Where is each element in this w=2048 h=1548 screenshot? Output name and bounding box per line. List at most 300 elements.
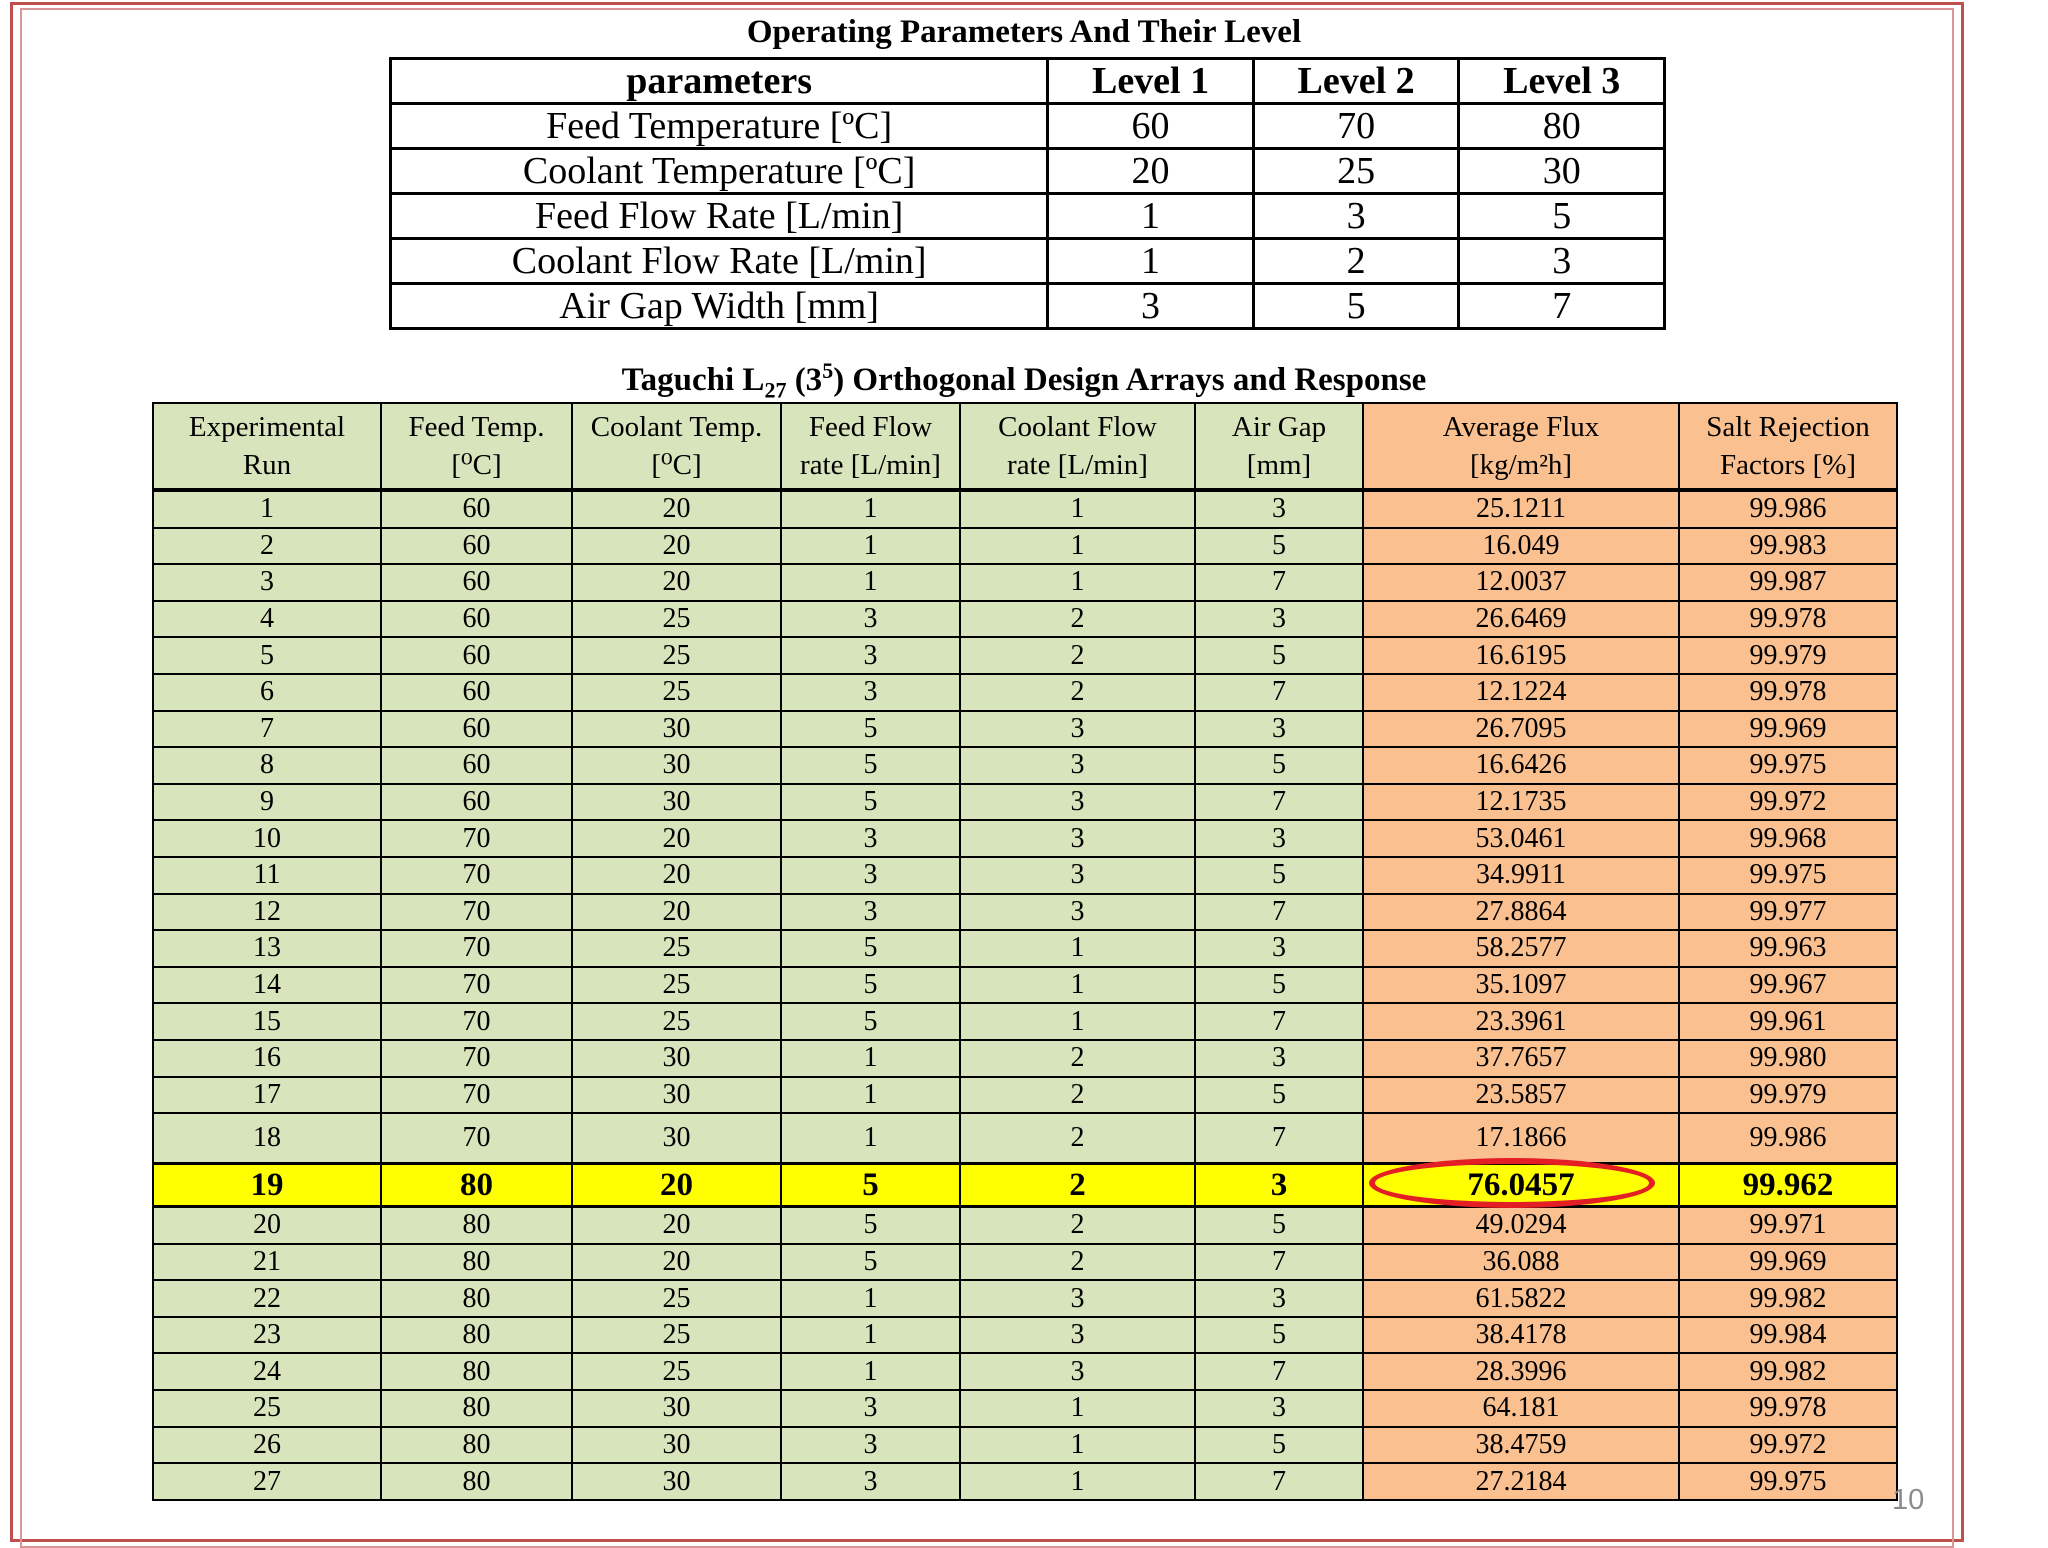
level-value-cell: 80 [1459, 104, 1665, 149]
table-cell: 99.987 [1679, 564, 1897, 601]
table-cell: 5 [781, 1207, 960, 1244]
parameter-name-cell: Coolant Flow Rate [L/min] [391, 239, 1048, 284]
table-cell: 99.961 [1679, 1003, 1897, 1040]
table-cell: 3 [1195, 930, 1363, 967]
table-cell: 1 [960, 967, 1195, 1004]
table-cell: 15 [153, 1003, 381, 1040]
table-cell: 3 [781, 857, 960, 894]
table-cell [1363, 1164, 1679, 1207]
table-row [153, 1427, 1897, 1464]
table-cell: 1 [781, 1077, 960, 1114]
level-value-cell: 30 [1459, 149, 1665, 194]
table-cell: 99.980 [1679, 1040, 1897, 1077]
table-row [153, 637, 1897, 674]
parameters-header-row [391, 59, 1665, 104]
header-air-gap [1195, 403, 1363, 490]
table-cell: 99.975 [1679, 1463, 1897, 1500]
table-cell: 60 [381, 637, 572, 674]
table-cell: 60 [381, 528, 572, 565]
table-cell: 26.7095 [1363, 711, 1679, 748]
table-cell: 13 [153, 930, 381, 967]
table-cell: 80 [381, 1463, 572, 1500]
table-cell: 10 [153, 820, 381, 857]
table-cell: 30 [572, 1077, 781, 1114]
table-cell: 1 [781, 564, 960, 601]
table-cell: 16.6195 [1363, 637, 1679, 674]
table-cell: 7 [1195, 894, 1363, 931]
table-cell: 1 [153, 490, 381, 528]
table-cell: 5 [781, 711, 960, 748]
title-part: ) Orthogonal Design Arrays and Response [833, 362, 1427, 398]
table-cell: 58.2577 [1363, 930, 1679, 967]
table-cell: 25 [572, 674, 781, 711]
table-cell: 16.049 [1363, 528, 1679, 565]
table-cell: 1 [960, 564, 1195, 601]
table-cell: 2 [153, 528, 381, 565]
header-line: Factors [%] [1719, 449, 1857, 481]
table-cell: 16 [153, 1040, 381, 1077]
title-superscript: 5 [822, 358, 834, 383]
table-cell: 25 [572, 930, 781, 967]
table-cell: 12.0037 [1363, 564, 1679, 601]
header-feed-temp [381, 403, 572, 490]
header-line: rate [L/min] [1007, 449, 1148, 481]
table-cell: 99.975 [1679, 747, 1897, 784]
table-cell: 5 [1195, 747, 1363, 784]
table-cell: 1 [960, 1390, 1195, 1427]
table-row [153, 1280, 1897, 1317]
header-line: rate [L/min] [800, 449, 941, 481]
table-cell: 25 [153, 1390, 381, 1427]
table-cell: 25.1211 [1363, 490, 1679, 528]
table-row [153, 784, 1897, 821]
table-cell: 70 [381, 1077, 572, 1114]
header-line: Air Gap [1231, 411, 1327, 443]
table-cell: 7 [1195, 1244, 1363, 1281]
title-part: Taguchi L [621, 362, 765, 398]
table-cell: 20 [572, 490, 781, 528]
table-cell: 5 [1195, 1077, 1363, 1114]
table-cell: 99.982 [1679, 1280, 1897, 1317]
table-cell: 70 [381, 1040, 572, 1077]
table-cell: 22 [153, 1280, 381, 1317]
table-cell: 3 [960, 784, 1195, 821]
header-level-3: Level 3 [1459, 59, 1665, 104]
table-cell: 1 [781, 1317, 960, 1354]
table-cell: 25 [572, 967, 781, 1004]
table-cell: 80 [381, 1207, 572, 1244]
table-cell: 26.6469 [1363, 601, 1679, 638]
level-value-cell: 3 [1459, 239, 1665, 284]
table-cell: 12.1735 [1363, 784, 1679, 821]
header-coolant-flow-rate [960, 403, 1195, 490]
table-cell: 38.4759 [1363, 1427, 1679, 1464]
table-cell: 99.978 [1679, 1390, 1897, 1427]
level-value-cell: 60 [1048, 104, 1254, 149]
table-cell: 5 [781, 784, 960, 821]
table-cell: 25 [572, 1280, 781, 1317]
table-cell: 30 [572, 1113, 781, 1164]
table-cell: 99.967 [1679, 967, 1897, 1004]
table-cell: 70 [381, 930, 572, 967]
table-cell: 2 [960, 1040, 1195, 1077]
table-cell: 20 [572, 857, 781, 894]
table-row [153, 1244, 1897, 1281]
table-cell: 70 [381, 1113, 572, 1164]
table-row [153, 930, 1897, 967]
header-line: Coolant Flow [998, 411, 1157, 443]
table-cell: 99.972 [1679, 1427, 1897, 1464]
table-cell: 3 [960, 747, 1195, 784]
table-row [153, 1390, 1897, 1427]
table-cell: 60 [381, 490, 572, 528]
table-cell: 80 [381, 1427, 572, 1464]
parameter-name-cell: Feed Temperature [ºC] [391, 104, 1048, 149]
table-cell: 5 [781, 1003, 960, 1040]
table-cell: 5 [781, 747, 960, 784]
table-cell: 25 [572, 637, 781, 674]
table-cell: 12.1224 [1363, 674, 1679, 711]
table-row [153, 1463, 1897, 1500]
table-row [153, 1003, 1897, 1040]
level-value-cell: 1 [1048, 239, 1254, 284]
header-feed-flow-rate [781, 403, 960, 490]
table-cell: 2 [960, 1164, 1195, 1207]
table-cell: 1 [960, 930, 1195, 967]
table-cell: 34.9911 [1363, 857, 1679, 894]
table-cell: 3 [781, 1427, 960, 1464]
table-cell: 16.6426 [1363, 747, 1679, 784]
table-row [153, 711, 1897, 748]
table-cell: 2 [960, 1244, 1195, 1281]
table-row [153, 967, 1897, 1004]
table-cell: 7 [153, 711, 381, 748]
table-row [153, 564, 1897, 601]
table-cell: 70 [381, 894, 572, 931]
table-cell: 3 [1195, 1040, 1363, 1077]
table-cell: 99.962 [1679, 1164, 1897, 1207]
table-cell: 30 [572, 711, 781, 748]
header-line: [mm] [1246, 449, 1312, 481]
table-cell: 80 [381, 1280, 572, 1317]
table-cell: 30 [572, 1427, 781, 1464]
table-cell: 1 [960, 1463, 1195, 1500]
table-cell: 25 [572, 1353, 781, 1390]
header-line: Run [242, 449, 292, 481]
table-cell: 21 [153, 1244, 381, 1281]
table-cell: 5 [781, 930, 960, 967]
table-cell: 99.975 [1679, 857, 1897, 894]
table-cell: 18 [153, 1113, 381, 1164]
table-row [153, 1317, 1897, 1354]
table-row [153, 1077, 1897, 1114]
table-cell: 3 [1195, 820, 1363, 857]
table-cell: 5 [781, 967, 960, 1004]
table-cell: 99.977 [1679, 894, 1897, 931]
table-cell: 5 [1195, 967, 1363, 1004]
table-row [153, 601, 1897, 638]
parameters-row [391, 104, 1665, 149]
table-cell: 5 [1195, 1317, 1363, 1354]
table-cell: 99.986 [1679, 1113, 1897, 1164]
parameters-table [389, 57, 1666, 330]
table-cell: 3 [781, 1463, 960, 1500]
table-cell: 5 [1195, 857, 1363, 894]
table-cell: 99.982 [1679, 1353, 1897, 1390]
table-cell: 60 [381, 564, 572, 601]
table-cell: 20 [572, 528, 781, 565]
table-cell: 70 [381, 1003, 572, 1040]
level-value-cell: 70 [1253, 104, 1459, 149]
table-cell: 99.969 [1679, 711, 1897, 748]
table-cell: 19 [153, 1164, 381, 1207]
table-cell: 9 [153, 784, 381, 821]
table-cell: 28.3996 [1363, 1353, 1679, 1390]
table-cell: 5 [1195, 1207, 1363, 1244]
table-cell: 38.4178 [1363, 1317, 1679, 1354]
table-cell: 14 [153, 967, 381, 1004]
table-cell: 7 [1195, 1353, 1363, 1390]
table-cell: 3 [1195, 711, 1363, 748]
level-value-cell: 20 [1048, 149, 1254, 194]
table-cell: 23.3961 [1363, 1003, 1679, 1040]
table-cell: 7 [1195, 564, 1363, 601]
header-line: Salt Rejection [1706, 411, 1870, 443]
table-cell: 3 [781, 820, 960, 857]
table-cell: 70 [381, 857, 572, 894]
table-cell: 3 [1195, 1390, 1363, 1427]
table-cell: 20 [572, 894, 781, 931]
table-cell: 80 [381, 1317, 572, 1354]
table-cell: 30 [572, 747, 781, 784]
table-cell: 30 [572, 1463, 781, 1500]
table-cell: 80 [381, 1353, 572, 1390]
table-cell: 3 [1195, 601, 1363, 638]
table-cell: 27 [153, 1463, 381, 1500]
table-cell: 3 [781, 894, 960, 931]
table-cell: 1 [781, 1280, 960, 1317]
header-level-1: Level 1 [1048, 59, 1254, 104]
table-cell: 1 [960, 528, 1195, 565]
table-row [153, 1207, 1897, 1244]
table-cell: 7 [1195, 1113, 1363, 1164]
table-cell: 3 [1195, 490, 1363, 528]
table-cell: 99.978 [1679, 674, 1897, 711]
level-value-cell: 7 [1459, 284, 1665, 329]
table-cell: 3 [960, 1353, 1195, 1390]
table-cell: 64.181 [1363, 1390, 1679, 1427]
table-cell: 30 [572, 784, 781, 821]
header-salt-rejection [1679, 403, 1897, 490]
table-row [153, 490, 1897, 528]
level-value-cell: 2 [1253, 239, 1459, 284]
table-cell: 20 [572, 1244, 781, 1281]
table-cell: 49.0294 [1363, 1207, 1679, 1244]
red-circle-annotation [1369, 1158, 1655, 1208]
table-cell: 25 [572, 1317, 781, 1354]
table-cell: 70 [381, 820, 572, 857]
table-cell: 1 [960, 1427, 1195, 1464]
table-cell: 3 [960, 820, 1195, 857]
parameters-row [391, 239, 1665, 284]
table-cell: 99.963 [1679, 930, 1897, 967]
table-cell: 36.088 [1363, 1244, 1679, 1281]
table-cell: 26 [153, 1427, 381, 1464]
table-cell: 3 [153, 564, 381, 601]
table-cell: 3 [781, 601, 960, 638]
taguchi-design-table [152, 402, 1898, 1501]
table-cell: 1 [781, 1113, 960, 1164]
table-cell: 20 [572, 820, 781, 857]
table-cell: 5 [1195, 1427, 1363, 1464]
table-cell: 3 [960, 894, 1195, 931]
table-cell: 7 [1195, 1463, 1363, 1500]
max-flux-value: 76.0457 [1467, 1167, 1575, 1204]
table-cell: 99.978 [1679, 601, 1897, 638]
parameter-name-cell: Coolant Temperature [ºC] [391, 149, 1048, 194]
table-row [153, 528, 1897, 565]
parameters-row [391, 149, 1665, 194]
table-cell: 2 [960, 1207, 1195, 1244]
table-cell: 5 [781, 1164, 960, 1207]
table-cell: 30 [572, 1040, 781, 1077]
table-cell: 99.984 [1679, 1317, 1897, 1354]
level-value-cell: 5 [1459, 194, 1665, 239]
table-cell: 99.969 [1679, 1244, 1897, 1281]
table-row [153, 894, 1897, 931]
header-line: [⁰C] [651, 449, 702, 481]
table-cell: 3 [781, 1390, 960, 1427]
table-cell: 2 [960, 1113, 1195, 1164]
table-cell: 25 [572, 1003, 781, 1040]
table-cell: 80 [381, 1244, 572, 1281]
table-cell: 8 [153, 747, 381, 784]
level-value-cell: 5 [1253, 284, 1459, 329]
title-subscript: 27 [764, 377, 787, 403]
table-cell: 3 [960, 1317, 1195, 1354]
header-coolant-temp [572, 403, 781, 490]
header-line: Coolant Temp. [590, 411, 763, 443]
taguchi-table-title [0, 358, 2048, 404]
table-cell: 11 [153, 857, 381, 894]
table-cell: 99.968 [1679, 820, 1897, 857]
table-cell: 60 [381, 747, 572, 784]
header-line: [⁰C] [451, 449, 502, 481]
table-row-highlighted [153, 1164, 1897, 1207]
table-cell: 2 [960, 674, 1195, 711]
header-average-flux [1363, 403, 1679, 490]
table-cell: 20 [572, 1164, 781, 1207]
header-line: Experimental [188, 411, 346, 443]
table-cell: 3 [1195, 1164, 1363, 1207]
table-row [153, 857, 1897, 894]
parameters-row [391, 284, 1665, 329]
table-cell: 3 [960, 711, 1195, 748]
table-cell: 5 [1195, 528, 1363, 565]
table-cell: 3 [781, 674, 960, 711]
page-number: 10 [1892, 1484, 1925, 1516]
header-line: Feed Flow [808, 411, 933, 443]
table-cell: 7 [1195, 784, 1363, 821]
table-row [153, 1113, 1897, 1164]
table-cell: 60 [381, 601, 572, 638]
table-cell: 60 [381, 711, 572, 748]
table-cell: 27.2184 [1363, 1463, 1679, 1500]
table-cell: 99.979 [1679, 1077, 1897, 1114]
table-cell: 7 [1195, 674, 1363, 711]
table-cell: 99.971 [1679, 1207, 1897, 1244]
table-cell: 1 [781, 1353, 960, 1390]
table-cell: 6 [153, 674, 381, 711]
table-cell: 1 [960, 1003, 1195, 1040]
table-cell: 99.986 [1679, 490, 1897, 528]
table-cell: 37.7657 [1363, 1040, 1679, 1077]
table-cell: 1 [781, 1040, 960, 1077]
header-parameters: parameters [391, 59, 1048, 104]
header-line: Average Flux [1442, 411, 1600, 443]
table-cell: 17 [153, 1077, 381, 1114]
level-value-cell: 1 [1048, 194, 1254, 239]
parameters-row [391, 194, 1665, 239]
parameter-name-cell: Feed Flow Rate [L/min] [391, 194, 1048, 239]
table-cell: 60 [381, 784, 572, 821]
table-cell: 35.1097 [1363, 967, 1679, 1004]
table-row [153, 1040, 1897, 1077]
table-cell: 5 [153, 637, 381, 674]
table-cell: 99.979 [1679, 637, 1897, 674]
header-level-2: Level 2 [1253, 59, 1459, 104]
table-cell: 5 [781, 1244, 960, 1281]
level-value-cell: 3 [1253, 194, 1459, 239]
table-cell: 70 [381, 967, 572, 1004]
title-part: (3 [786, 362, 823, 398]
table-cell: 99.972 [1679, 784, 1897, 821]
table-cell: 27.8864 [1363, 894, 1679, 931]
table-cell: 1 [781, 528, 960, 565]
table-cell: 30 [572, 1390, 781, 1427]
level-value-cell: 25 [1253, 149, 1459, 194]
parameter-name-cell: Air Gap Width [mm] [391, 284, 1048, 329]
table-cell: 99.983 [1679, 528, 1897, 565]
parameters-table-title: Operating Parameters And Their Level [746, 14, 1302, 50]
table-row [153, 747, 1897, 784]
table-cell: 3 [960, 1280, 1195, 1317]
table-cell: 23 [153, 1317, 381, 1354]
table-cell: 5 [1195, 637, 1363, 674]
table-cell: 20 [572, 564, 781, 601]
header-line: [kg/m²h] [1469, 449, 1573, 481]
table-cell: 3 [1195, 1280, 1363, 1317]
table-cell: 23.5857 [1363, 1077, 1679, 1114]
table-cell: 2 [960, 601, 1195, 638]
table-cell: 80 [381, 1164, 572, 1207]
level-value-cell: 3 [1048, 284, 1254, 329]
table-row [153, 674, 1897, 711]
table-cell: 80 [381, 1390, 572, 1427]
table-cell: 12 [153, 894, 381, 931]
table-cell: 17.1866 [1363, 1113, 1679, 1164]
table-cell: 4 [153, 601, 381, 638]
table-cell: 61.5822 [1363, 1280, 1679, 1317]
table-cell: 3 [960, 857, 1195, 894]
table-cell: 53.0461 [1363, 820, 1679, 857]
table-cell: 20 [153, 1207, 381, 1244]
table-cell: 7 [1195, 1003, 1363, 1040]
table-cell: 1 [781, 490, 960, 528]
table-cell: 60 [381, 674, 572, 711]
circled-value [1467, 1166, 1574, 1204]
table-cell: 20 [572, 1207, 781, 1244]
